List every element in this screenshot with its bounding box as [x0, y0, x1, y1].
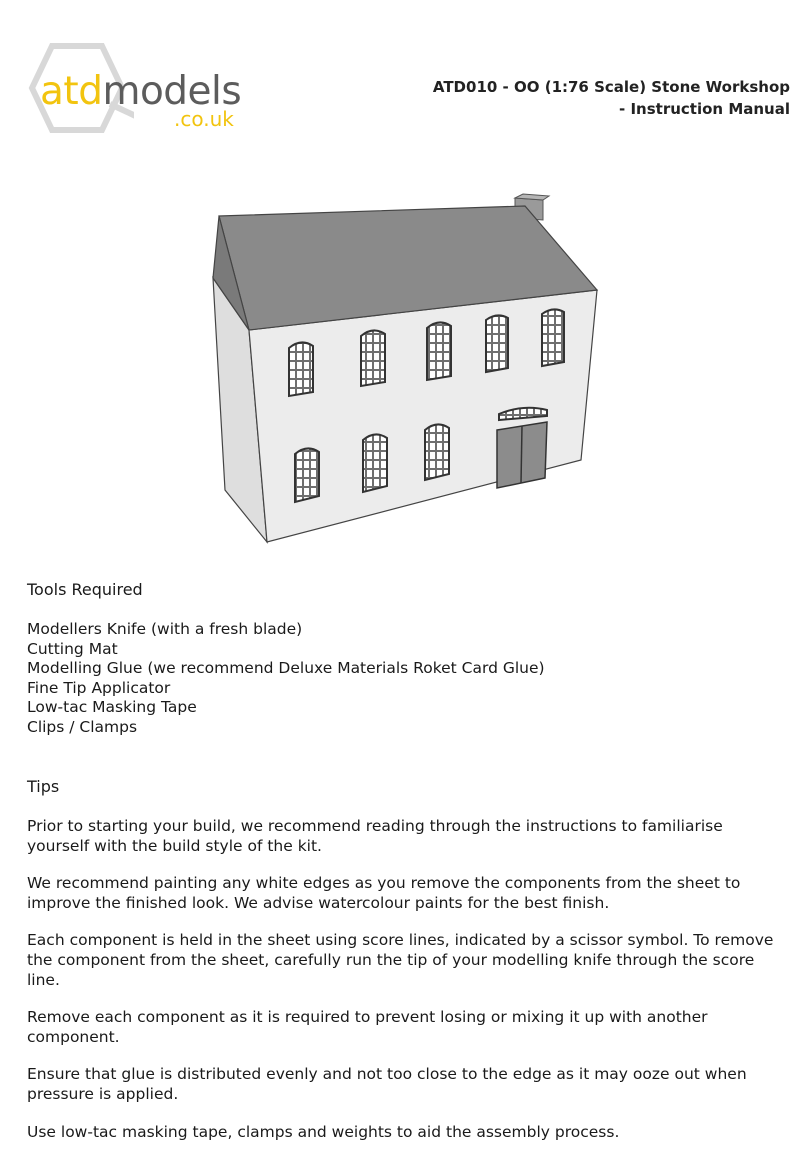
tip-paragraph: Use low-tac masking tape, clamps and weights to aid the assembly process.: [27, 1122, 620, 1141]
logo-domain: .co.uk: [174, 107, 234, 131]
tools-heading: Tools Required: [27, 580, 143, 599]
list-item: Modellers Knife (with a fresh blade): [27, 620, 303, 638]
list-item: Fine Tip Applicator: [27, 678, 171, 697]
list-item: Cutting Mat: [27, 639, 118, 658]
document-title-line-1: ATD010 - OO (1:76 Scale) Stone Workshop: [432, 78, 790, 96]
list-item: Low-tac Masking Tape: [27, 698, 197, 717]
list-item: Clips / Clamps: [27, 717, 138, 736]
tip-paragraph: We recommend painting any white edges as you remove the components from the sheet to improve the finished look. We advise watercolour paints for the best finish.: [27, 874, 741, 912]
tip-paragraph: Prior to starting your build, we recommend reading through the instructions to familiarise yourself with the build style of the kit.: [27, 817, 723, 855]
document-title: [370, 76, 790, 120]
tip-paragraph: Ensure that glue is distributed evenly and not too close to the edge as it may ooze out when pressure is applied.: [27, 1065, 747, 1103]
tip-paragraph: Each component is held in the sheet using score lines, indicated by a scissor symbol. To remove the component from the sheet, carefully run the tip of your modelling knife through the score line.: [27, 931, 774, 989]
workshop-illustration: [205, 190, 605, 550]
logo-part-atd: atd: [40, 69, 103, 114]
list-item: Modelling Glue (we recommend Deluxe Materials Roket Card Glue): [27, 659, 545, 678]
brand-logo: [14, 38, 244, 138]
tips-body: [27, 817, 787, 1160]
logo-part-models: models: [102, 69, 242, 114]
document-title-line-2: - Instruction Manual: [619, 100, 790, 118]
tip-paragraph: Remove each component as it is required to prevent losing or mixing it up with another component.: [27, 1008, 708, 1046]
tools-list: [27, 620, 545, 738]
tips-heading: Tips: [27, 777, 60, 796]
